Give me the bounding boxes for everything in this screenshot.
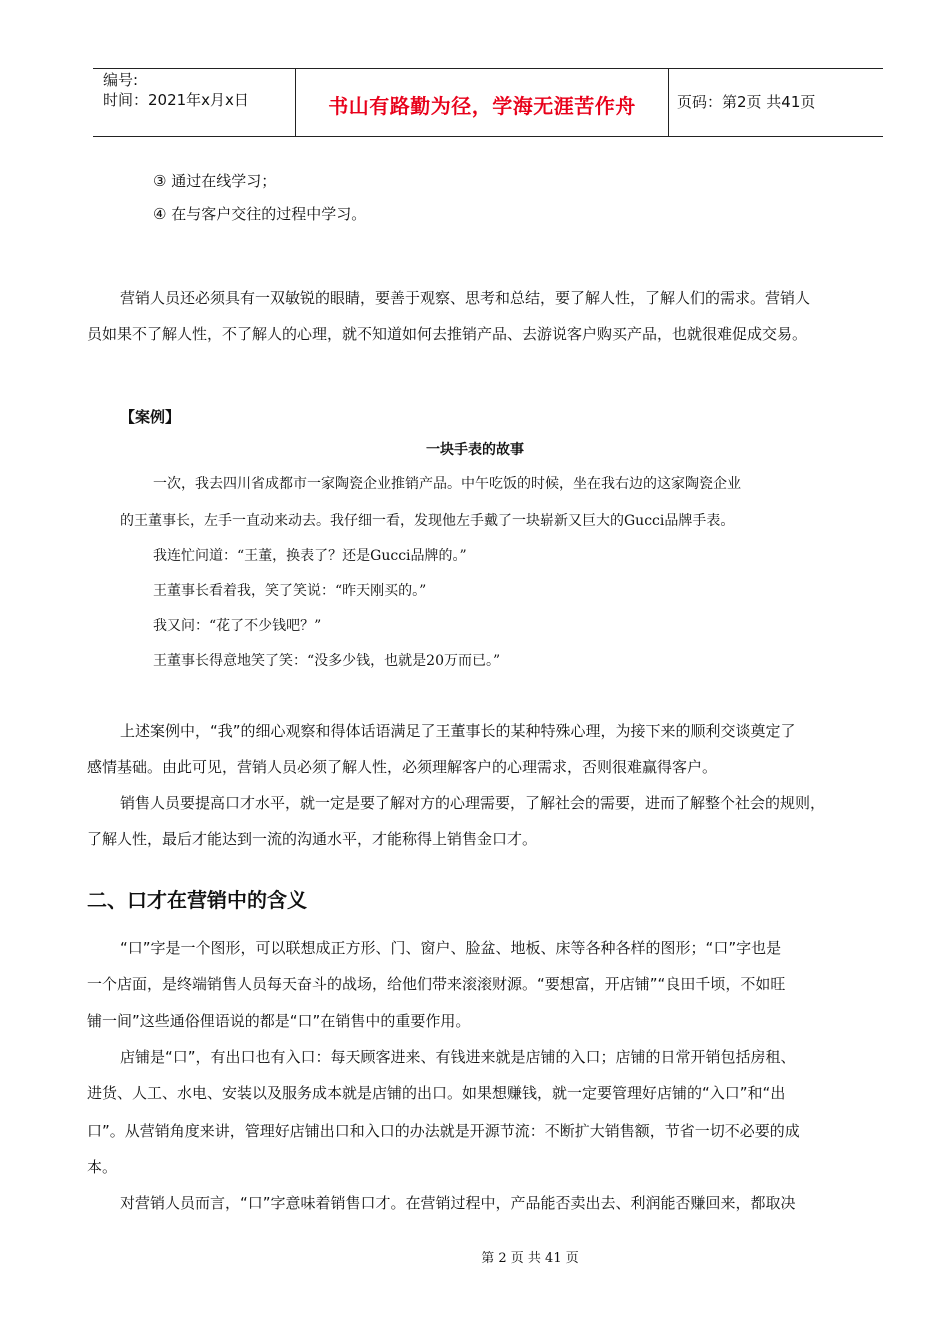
paragraph-line: 铺一间”这些通俗俚语说的都是“口”在销售中的重要作用。	[87, 1012, 471, 1030]
paragraph-line: 销售人员要提高口才水平，就一定是要了解对方的心理需要，了解社会的需要，进而了解整个社会的规则，	[120, 794, 826, 812]
paragraph-line: 一个店面，是终端销售人员每天奋斗的战场，给他们带来滚滚财源。“要想富，开店铺”“良田千顷，不如旺	[87, 975, 786, 993]
header-divider-right	[668, 68, 669, 136]
doc-number: 编号:	[103, 71, 139, 89]
story-line: 我又问：“花了不少钱吧？”	[153, 618, 322, 634]
paragraph-line: 员如果不了解人性，不了解人的心理，就不知道如何去推销产品、去游说客户购买产品，也就很难促成交易。	[87, 325, 808, 343]
doc-time: 时间：2021年x月x日	[103, 91, 249, 109]
paragraph-line: 对营销人员而言，“口”字意味着销售口才。在营销过程中，产品能否卖出去、利润能否赚回来，都取决	[120, 1194, 796, 1212]
paragraph-line: 店铺是“口”，有出口也有入口：每天顾客进来、有钱进来就是店铺的入口；店铺的日常开销包括房租、	[120, 1048, 796, 1066]
story-line: 的王董事长，左手一直动来动去。我仔细一看，发现他左手戴了一块崭新又巨大的Gucci品牌手表。	[120, 513, 735, 529]
case-label: 【案例】	[120, 408, 181, 426]
section-title: 二、口才在营销中的含义	[87, 888, 307, 912]
story-line: 王董事长得意地笑了笑：“没多少钱，也就是20万而已。”	[153, 653, 501, 669]
paragraph-line: 上述案例中，“我”的细心观察和得体话语满足了王董事长的某种特殊心理，为接下来的顺利交谈奠定了	[120, 722, 796, 740]
paragraph-line: 本。	[87, 1158, 118, 1176]
header-motto: 书山有路勤为径，学海无涯苦作舟	[328, 94, 636, 118]
paragraph-line: 感情基础。由此可见，营销人员必须了解人性，必须理解客户的心理需求，否则很难赢得客户。	[87, 758, 718, 776]
paragraph-line: 口”。从营销角度来讲，管理好店铺出口和入口的办法就是开源节流：不断扩大销售额，节省一切不必要的成	[87, 1122, 800, 1140]
list-item: ③ 通过在线学习；	[153, 172, 277, 190]
header-top-border	[93, 68, 883, 69]
list-item: ④ 在与客户交往的过程中学习。	[153, 205, 367, 223]
story-title: 一块手表的故事	[426, 442, 524, 458]
page-info: 页码：第2页 共41页	[677, 93, 816, 111]
story-line: 王董事长看着我，笑了笑说：“昨天刚买的。”	[153, 583, 427, 599]
paragraph-line: 营销人员还必须具有一双敏锐的眼睛，要善于观察、思考和总结，要了解人性，了解人们的需求。营销人	[120, 289, 811, 307]
paragraph-line: 了解人性，最后才能达到一流的沟通水平，才能称得上销售金口才。	[87, 830, 538, 848]
story-line: 我连忙问道：“王董，换表了？还是Gucci品牌的。”	[153, 548, 467, 564]
paragraph-line: “口”字是一个图形，可以联想成正方形、门、窗户、脸盆、地板、床等各种各样的图形；“口”字也是	[120, 939, 782, 957]
header-bottom-border	[93, 136, 883, 137]
footer-page-number: 第 2 页 共 41 页	[481, 1251, 579, 1266]
paragraph-line: 进货、人工、水电、安装以及服务成本就是店铺的出口。如果想赚钱，就一定要管理好店铺的“入口”和“出	[87, 1084, 786, 1102]
page-footer	[0, 1247, 950, 1266]
story-line: 一次，我去四川省成都市一家陶瓷企业推销产品。中午吃饭的时候，坐在我右边的这家陶瓷企业	[153, 476, 741, 492]
